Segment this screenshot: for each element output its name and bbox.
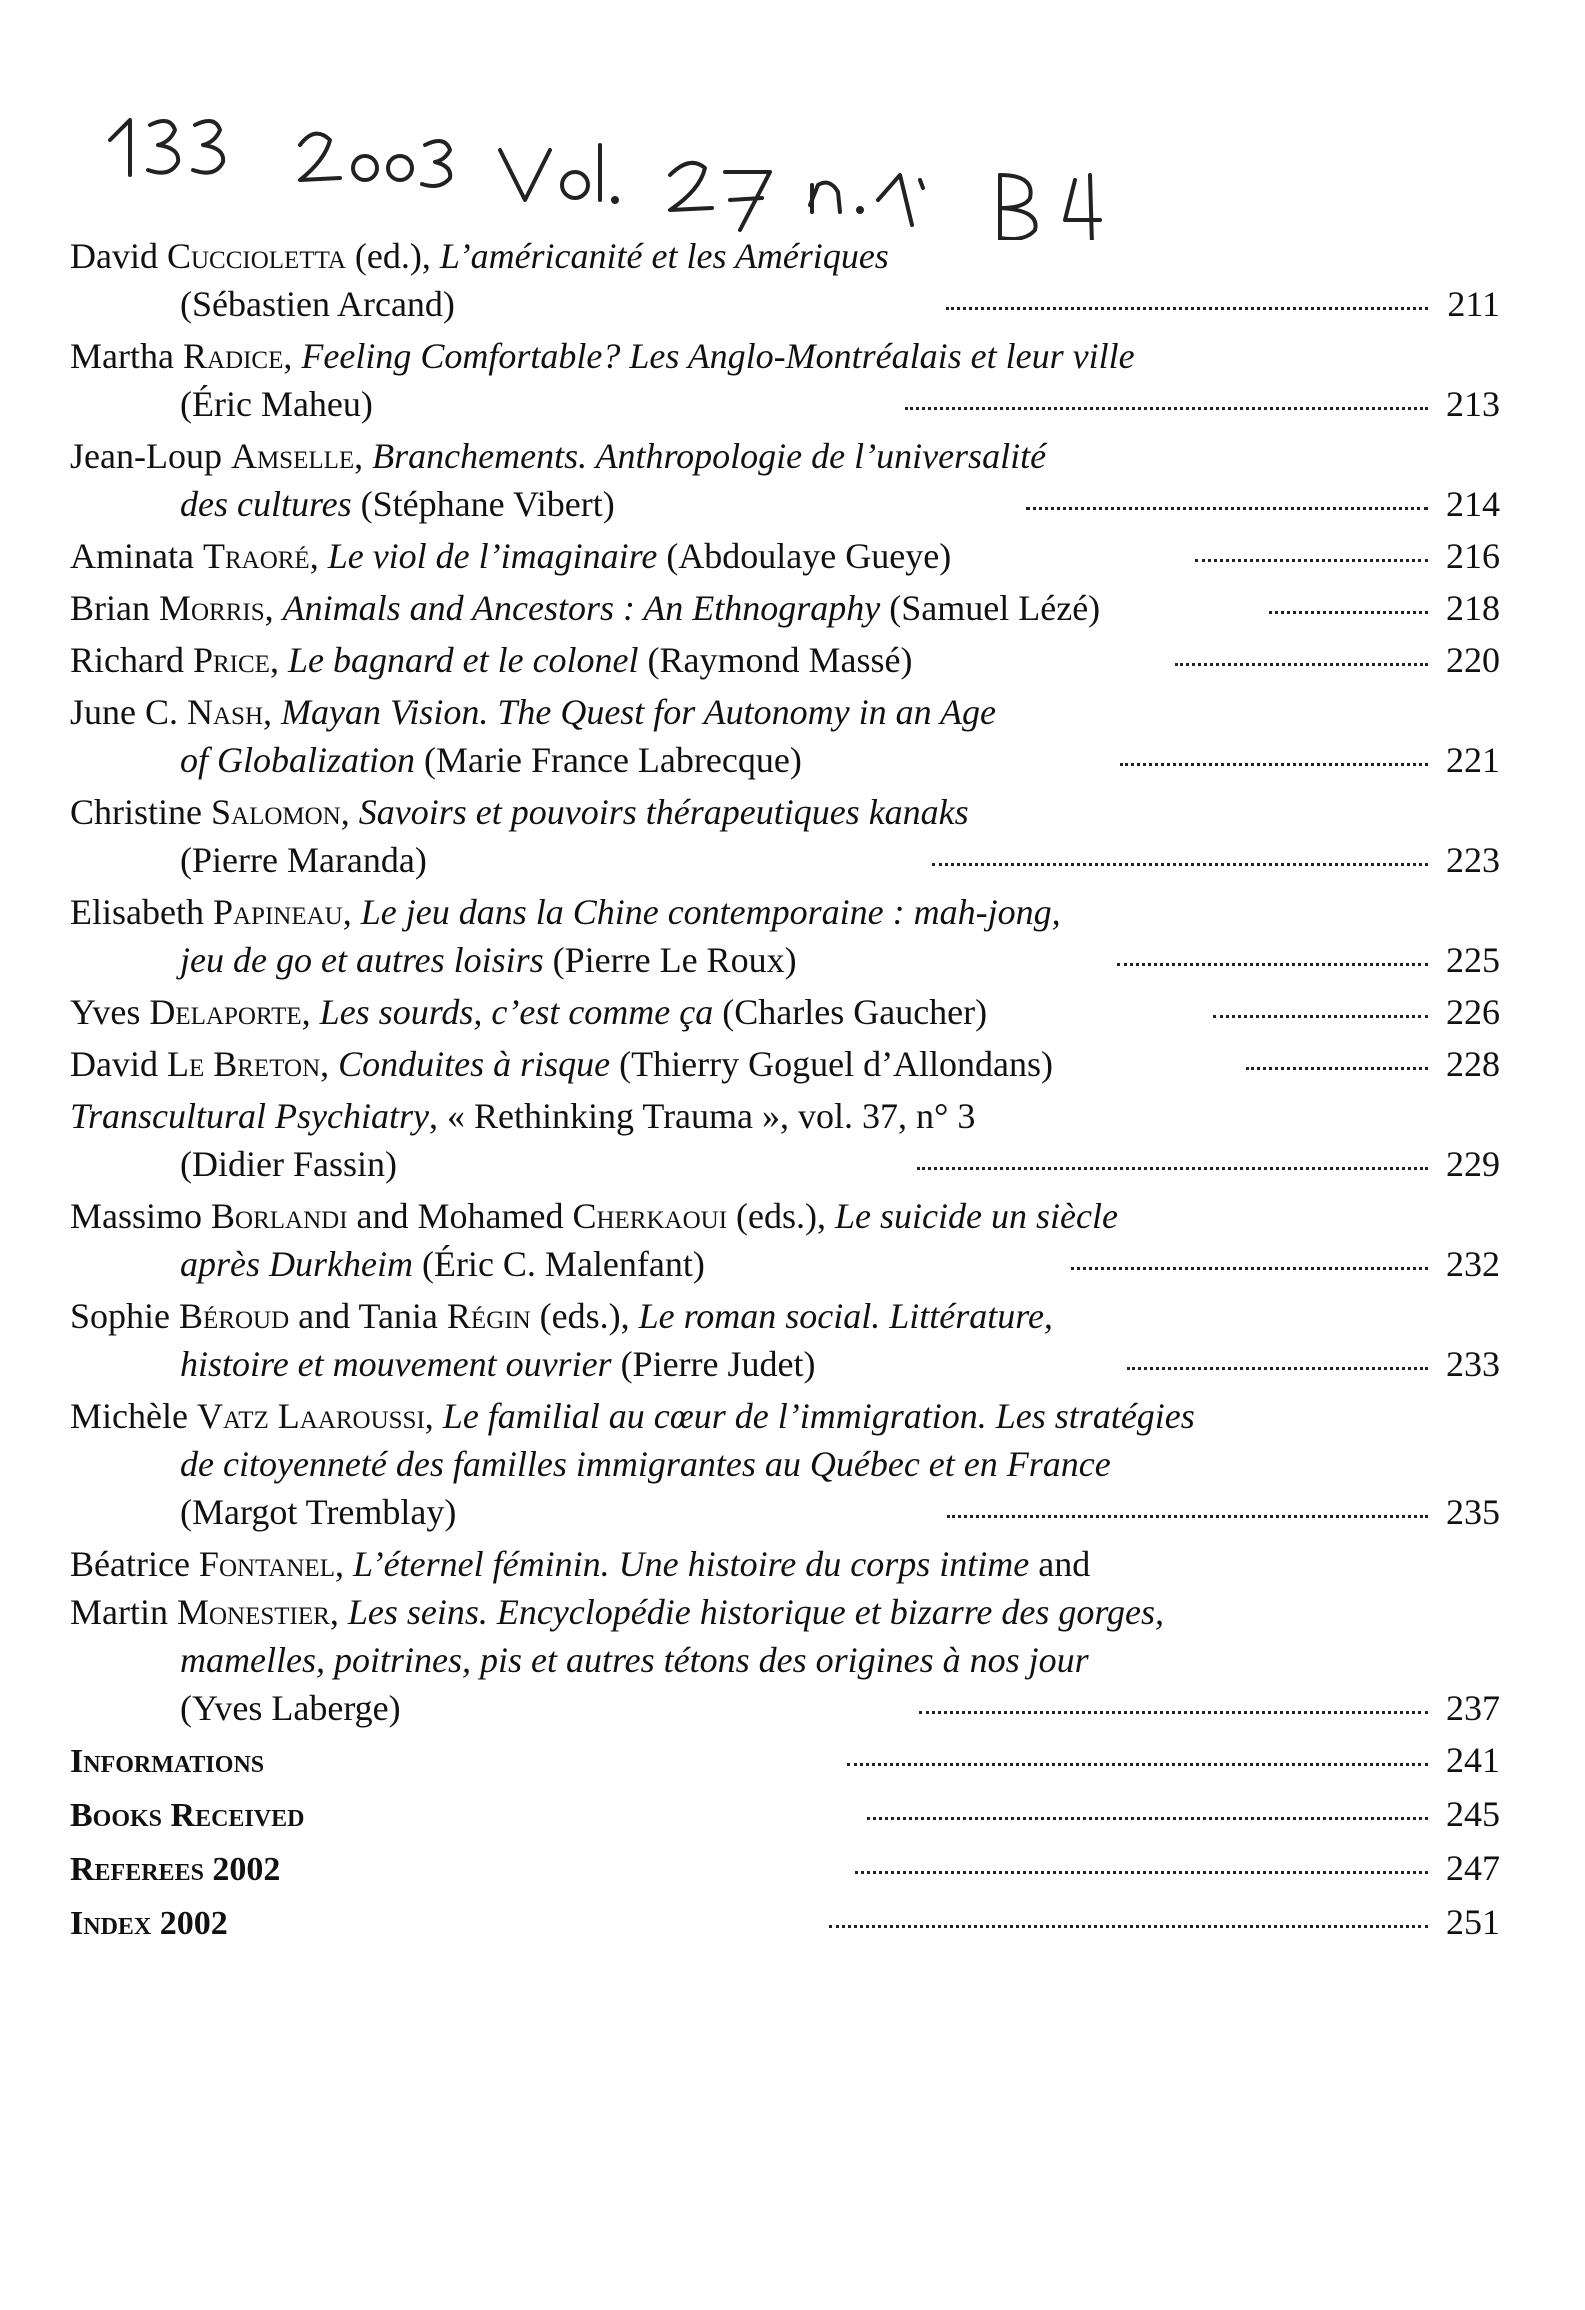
work-title: Feeling Comfortable? Les Anglo-Montréalais et leur ville	[301, 336, 1135, 376]
toc-line	[70, 1440, 1500, 1488]
entry-lead	[180, 736, 1110, 784]
toc-entry	[70, 788, 1500, 884]
entry-lead	[70, 1900, 827, 1948]
entry-text	[70, 1540, 1090, 1588]
entry-text	[180, 480, 615, 528]
entry-text	[70, 1192, 1118, 1240]
toc-line	[70, 432, 1500, 480]
work-title: histoire et mouvement ouvrier	[180, 1344, 612, 1384]
page-number: 226	[1446, 992, 1501, 1032]
reviewer-name: (Pierre Judet)	[611, 1344, 816, 1384]
toc-section	[70, 1736, 1500, 1786]
work-title: Le roman social. Littérature,	[638, 1296, 1053, 1336]
reviewer-name: (Margot Tremblay)	[180, 1492, 457, 1532]
entry-text	[180, 1340, 816, 1388]
page-number: 225	[1446, 940, 1500, 980]
toc-line	[70, 1392, 1500, 1440]
entry-text	[70, 432, 1046, 480]
work-title: L’américanité et les Amériques	[439, 236, 889, 276]
reviewer-or-note: (Thierry Goguel d’Allondans)	[610, 1044, 1054, 1084]
reviewer-name: (Sébastien Arcand)	[180, 284, 455, 324]
toc-entry	[70, 688, 1500, 784]
entry-text	[180, 280, 455, 328]
toc-line	[70, 1684, 1500, 1732]
toc-line	[70, 332, 1500, 380]
work-title: Le viol de l’imaginaire	[327, 536, 658, 576]
reviewer-or-note: (Abdoulaye Gueye)	[657, 536, 952, 576]
toc-entry	[70, 584, 1500, 632]
entry-text	[70, 1588, 1164, 1636]
toc-line	[70, 688, 1500, 736]
author-separator: ,	[424, 1396, 443, 1436]
dot-leader	[917, 1167, 1428, 1170]
author-surname: Price	[192, 640, 270, 680]
page-number: 216	[1446, 536, 1501, 576]
page-number: 228	[1446, 1044, 1501, 1084]
entry-lead	[180, 1488, 937, 1536]
author-first-name: Aminata	[70, 536, 203, 576]
author-surname: Nash	[187, 692, 264, 732]
entry-lead	[70, 584, 1259, 632]
toc-entry	[70, 1392, 1500, 1536]
reviewer-name: (Marie France Labrecque)	[415, 740, 802, 780]
page-number: 211	[1447, 284, 1500, 324]
author-first-name: Michèle	[70, 1396, 197, 1436]
toc-line	[70, 380, 1500, 428]
work-title: Les sourds, c’est comme ça	[319, 992, 714, 1032]
toc-line	[70, 1898, 1500, 1948]
author-separator: ,	[301, 992, 320, 1032]
page-number: 245	[1446, 1794, 1501, 1834]
dot-leader	[1026, 507, 1428, 510]
toc-line	[70, 232, 1500, 280]
entry-text	[70, 1292, 1053, 1340]
dot-leader	[855, 1871, 1428, 1874]
toc-line	[70, 1040, 1500, 1088]
entry-lead	[180, 480, 1016, 528]
author-first-name: David	[70, 236, 167, 276]
page-number: 213	[1446, 384, 1500, 424]
dot-leader	[1120, 763, 1428, 766]
work-title: Transcultural Psychiatry	[70, 1096, 429, 1136]
author-first-name: Martin	[70, 1592, 177, 1632]
toc-line	[70, 1092, 1500, 1140]
toc-line	[70, 1140, 1500, 1188]
author-separator: ,	[354, 436, 373, 476]
page-number: 223	[1446, 840, 1500, 880]
author-surname: Fontanel	[198, 1544, 335, 1584]
author-separator: ,	[269, 640, 288, 680]
reviewer-or-note: (Raymond Massé)	[638, 640, 913, 680]
page-number: 232	[1446, 1244, 1501, 1284]
toc-entry	[70, 1092, 1500, 1188]
author-surname: Radice	[182, 336, 284, 376]
dot-leader	[919, 1711, 1428, 1714]
reviewer-or-note: , « Rethinking Trauma », vol. 37, n° 3	[429, 1096, 976, 1136]
toc-entry	[70, 332, 1500, 428]
work-title: après Durkheim	[180, 1244, 413, 1284]
author-first-name: Elisabeth	[70, 892, 213, 932]
work-title: Le bagnard et le colonel	[287, 640, 639, 680]
author-surname: Borlandi	[211, 1196, 348, 1236]
entry-lead	[180, 1340, 1117, 1388]
author-surname: Amselle	[230, 436, 355, 476]
toc-line	[70, 888, 1500, 936]
dot-leader	[1195, 559, 1428, 562]
entry-text	[70, 332, 1135, 380]
toc-line	[70, 1844, 1500, 1894]
dot-leader	[847, 1763, 1428, 1766]
page-number: 218	[1446, 588, 1501, 628]
author-first-name: Yves	[70, 992, 150, 1032]
work-title: Conduites à risque	[338, 1044, 611, 1084]
entry-lead	[180, 936, 1107, 984]
page-number: 247	[1446, 1848, 1500, 1888]
work-title: Animals and Ancestors : An Ethnography	[282, 588, 881, 628]
author-separator: ,	[263, 692, 282, 732]
toc-entry	[70, 532, 1500, 580]
work-title: Le familial au cœur de l’immigration. Les stratégies	[442, 1396, 1195, 1436]
dot-leader	[1127, 1367, 1428, 1370]
entry-text	[180, 380, 373, 428]
author-separator: ,	[329, 1592, 348, 1632]
toc-line	[70, 584, 1500, 632]
entry-text	[70, 988, 987, 1036]
reviewer-or-note: (Samuel Lézé)	[880, 588, 1101, 628]
toc-entry	[70, 232, 1500, 328]
reviewer-name: (Éric Maheu)	[180, 384, 373, 424]
author-first-name: Sophie	[70, 1296, 180, 1336]
author-first-name: Massimo	[70, 1196, 212, 1236]
dot-leader	[1246, 1067, 1428, 1070]
page-number: 220	[1446, 640, 1501, 680]
author-first-name: Christine	[70, 792, 211, 832]
dot-leader	[1117, 963, 1428, 966]
dot-leader	[932, 863, 1428, 866]
page-number: 221	[1446, 740, 1500, 780]
entry-text	[70, 232, 889, 280]
dot-leader	[905, 407, 1428, 410]
toc-line	[70, 1636, 1500, 1684]
dot-leader	[1175, 663, 1428, 666]
author-first-name: Richard	[70, 640, 193, 680]
entry-text	[180, 936, 797, 984]
dot-leader	[1213, 1015, 1428, 1018]
entry-lead	[70, 1040, 1236, 1088]
author-surname: Papineau	[212, 892, 343, 932]
author-surname: Régin	[446, 1296, 531, 1336]
work-title: jeu de go et autres loisirs	[180, 940, 544, 980]
entry-text	[180, 1684, 401, 1732]
work-title: mamelles, poitrines, pis et autres tétons des origines à nos jour	[180, 1640, 1089, 1680]
toc-line	[70, 480, 1500, 528]
toc-line	[70, 636, 1500, 684]
author-separator: and Mohamed	[347, 1196, 573, 1236]
toc-entry	[70, 636, 1500, 684]
reviewer-or-note: (Charles Gaucher)	[713, 992, 988, 1032]
author-surname: Monestier	[176, 1592, 330, 1632]
author-separator: ,	[334, 1544, 353, 1584]
author-separator: ,	[264, 588, 283, 628]
entry-text	[70, 532, 951, 580]
toc-entry	[70, 888, 1500, 984]
entry-text	[70, 584, 1100, 632]
entry-text	[70, 1040, 1053, 1088]
work-title: des cultures	[180, 484, 352, 524]
toc-line	[70, 788, 1500, 836]
entry-text	[70, 1392, 1195, 1440]
toc-entry	[70, 1292, 1500, 1388]
author-separator: (eds.),	[530, 1296, 639, 1336]
entry-lead	[70, 1792, 865, 1840]
page-number: 237	[1446, 1688, 1500, 1728]
author-first-name: Jean-Loup	[70, 436, 231, 476]
page-number: 241	[1446, 1740, 1500, 1780]
reviewer-name: (Stéphane Vibert)	[351, 484, 615, 524]
section-label: Informations	[70, 1743, 265, 1780]
toc-section	[70, 1844, 1500, 1894]
toc-section	[70, 1898, 1500, 1948]
entry-lead	[180, 1240, 1061, 1288]
work-title: L’éternel féminin. Une histoire du corps intime	[352, 1544, 1030, 1584]
reviewer-name: (Pierre Le Roux)	[543, 940, 797, 980]
entry-lead	[180, 836, 922, 884]
author-surname: Traoré	[202, 536, 310, 576]
toc-line	[70, 836, 1500, 884]
author-separator: (eds.),	[727, 1196, 835, 1236]
work-title: Le suicide un siècle	[835, 1196, 1118, 1236]
entry-lead	[70, 1738, 845, 1786]
author-surname: Le Breton	[166, 1044, 321, 1084]
toc-entry	[70, 1192, 1500, 1288]
reviewer-name: (Yves Laberge)	[180, 1688, 401, 1728]
page-number: 229	[1446, 1144, 1500, 1184]
author-separator: (ed.),	[345, 236, 440, 276]
author-surname: Cuccioletta	[166, 236, 346, 276]
entry-text	[70, 636, 913, 684]
page-number: 235	[1446, 1492, 1501, 1532]
work-title: Savoirs et pouvoirs thérapeutiques kanaks	[358, 792, 969, 832]
entry-lead	[180, 1684, 909, 1732]
toc-line	[70, 1192, 1500, 1240]
author-separator: ,	[309, 536, 328, 576]
dot-leader	[829, 1925, 1428, 1928]
author-separator: and Tania	[289, 1296, 447, 1336]
entry-text	[180, 736, 802, 784]
author-surname: Cherkaoui	[572, 1196, 728, 1236]
toc-line	[70, 1790, 1500, 1840]
entry-lead	[70, 532, 1185, 580]
dot-leader	[867, 1817, 1428, 1820]
entry-text	[180, 1140, 397, 1188]
section-label: Books Received	[70, 1797, 305, 1834]
page-number: 251	[1446, 1902, 1500, 1942]
table-of-contents	[70, 228, 1500, 1948]
toc-line	[70, 1488, 1500, 1536]
entry-text	[180, 1488, 456, 1536]
work-title: Le jeu dans la Chine contemporaine : mah-jong,	[360, 892, 1061, 932]
section-label: Index 2002	[70, 1905, 228, 1942]
entry-text	[70, 688, 996, 736]
work-title: de citoyenneté des familles immigrantes au Québec et en France	[180, 1444, 1111, 1484]
author-surname: Morris	[158, 588, 265, 628]
entry-lead	[70, 988, 1203, 1036]
toc-line	[70, 1540, 1500, 1588]
handwritten-annotation	[100, 100, 1300, 240]
page-number: 233	[1446, 1344, 1500, 1384]
author-surname: Delaporte	[149, 992, 302, 1032]
author-surname: Vatz Laaroussi	[196, 1396, 425, 1436]
author-first-name: Brian	[70, 588, 159, 628]
author-separator: ,	[342, 892, 361, 932]
page-number: 214	[1446, 484, 1501, 524]
toc-line	[70, 736, 1500, 784]
author-first-name: Martha	[70, 336, 183, 376]
author-separator: ,	[283, 336, 302, 376]
toc-line	[70, 988, 1500, 1036]
toc-line	[70, 280, 1500, 328]
reviewer-or-note: and	[1029, 1544, 1091, 1584]
work-title: Branchements. Anthropologie de l’universalité	[372, 436, 1047, 476]
toc-line	[70, 1292, 1500, 1340]
toc-line	[70, 1240, 1500, 1288]
toc-entry	[70, 1040, 1500, 1088]
entry-lead	[70, 1846, 853, 1894]
author-first-name: David	[70, 1044, 167, 1084]
work-title: Les seins. Encyclopédie historique et bizarre des gorges,	[347, 1592, 1165, 1632]
entry-text	[180, 1240, 705, 1288]
toc-line	[70, 1588, 1500, 1636]
dot-leader	[1071, 1267, 1428, 1270]
section-label: Referees 2002	[70, 1851, 281, 1888]
toc-entry	[70, 432, 1500, 528]
entry-lead	[180, 380, 895, 428]
dot-leader	[1269, 611, 1428, 614]
work-title: Mayan Vision. The Quest for Autonomy in an Age	[281, 692, 996, 732]
dot-leader	[946, 307, 1428, 310]
toc-entry	[70, 988, 1500, 1036]
reviewer-name: (Pierre Maranda)	[180, 840, 427, 880]
toc-line	[70, 1340, 1500, 1388]
entry-lead	[180, 280, 936, 328]
author-first-name: Béatrice	[70, 1544, 199, 1584]
author-separator: ,	[320, 1044, 339, 1084]
dot-leader	[947, 1515, 1428, 1518]
author-separator: ,	[340, 792, 359, 832]
reviewer-name: (Didier Fassin)	[180, 1144, 397, 1184]
reviewer-name: (Éric C. Malenfant)	[412, 1244, 705, 1284]
entry-text	[70, 1092, 975, 1140]
author-surname: Salomon	[211, 792, 341, 832]
toc-line	[70, 1736, 1500, 1786]
author-first-name: June C.	[70, 692, 187, 732]
toc-line	[70, 532, 1500, 580]
toc-line	[70, 936, 1500, 984]
toc-section	[70, 1790, 1500, 1840]
entry-text	[70, 788, 969, 836]
handwriting-drawing	[100, 100, 1300, 240]
entry-lead	[70, 636, 1165, 684]
work-title: of Globalization	[180, 740, 416, 780]
entry-text	[70, 888, 1061, 936]
entry-text	[180, 836, 427, 884]
entry-lead	[180, 1140, 907, 1188]
toc-entry	[70, 1540, 1500, 1732]
author-surname: Béroud	[179, 1296, 290, 1336]
